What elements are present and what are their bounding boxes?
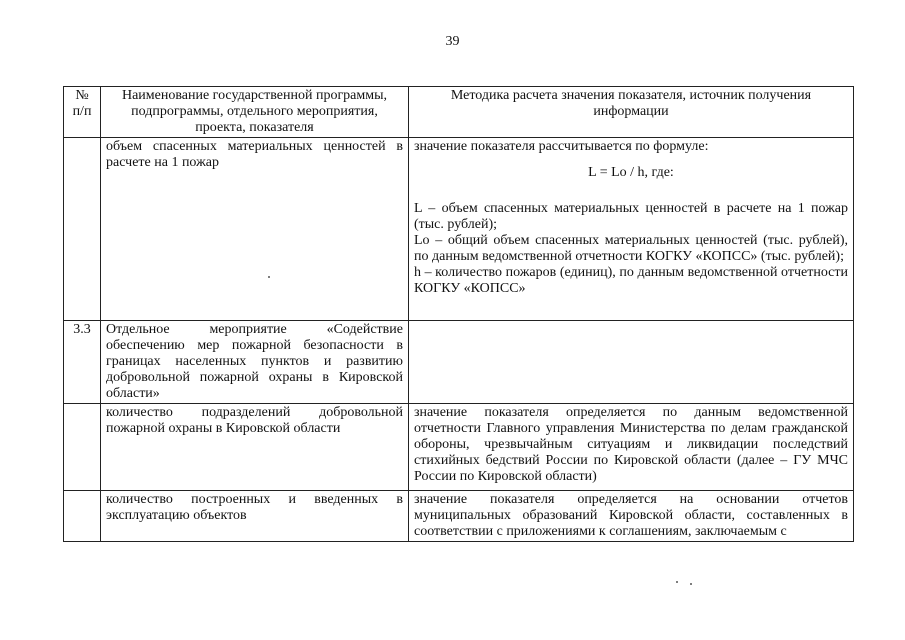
row-number (64, 491, 101, 542)
table-header-row (64, 87, 854, 138)
header-name: Наименование государственной программы, подпрограммы, отдельного мероприятия, проекта, показателя (101, 87, 409, 138)
header-method: Методика расчета значения показателя, источник получения информации (409, 87, 854, 138)
table-row (64, 321, 854, 404)
indicator-table (63, 86, 854, 542)
row-indicator-name: количество подразделений добровольной пожарной охраны в Кировской области (101, 404, 409, 491)
definition-L: L – объем спасенных материальных ценностей в расчете на 1 пожар (тыс. рублей); (414, 201, 848, 232)
definition-h: h – количество пожаров (единиц), по данным ведомственной отчетности КОГКУ «КОПСС» (414, 265, 848, 296)
table-row (64, 491, 854, 542)
definition-Lo: Lo – общий объем спасенных материальных ценностей (тыс. рублей), по данным ведомственной отчетности КОГКУ «КОПСС» (тыс. рублей); (414, 233, 848, 264)
method-intro: значение показателя рассчитывается по формуле: (414, 139, 709, 154)
row-method (409, 321, 854, 404)
scan-speck (676, 581, 678, 583)
formula: L = Lo / h, где: (588, 165, 674, 180)
row-number: 3.3 (64, 321, 101, 404)
row-number (64, 138, 101, 321)
header-num: № п/п (64, 87, 101, 138)
page-number: 39 (445, 34, 460, 49)
row-number (64, 404, 101, 491)
row-indicator-name: количество построенных и введенных в эксплуатацию объектов (101, 491, 409, 542)
row-indicator-name: объем спасенных материальных ценностей в расчете на 1 пожар (101, 138, 409, 321)
table-row (64, 138, 854, 321)
scan-speck (268, 276, 270, 278)
row-method: значение показателя определяется на основании отчетов муниципальных образований Кировской области, составленных в соответствии с приложениями к соглашениям, заключаемым с (409, 491, 854, 542)
row-indicator-name: Отдельное мероприятие «Содействие обеспечению мер пожарной безопасности в границах населенных пунктов и развитию добровольной пожарной охраны в Кировской области» (101, 321, 409, 404)
row-method (409, 138, 854, 321)
table-row (64, 404, 854, 491)
scan-speck (690, 583, 692, 585)
row-method: значение показателя определяется по данным ведомственной отчетности Главного управления Министерства по делам гражданской обороны, чрезвычайным ситуациям и ликвидации последствий стихийных бедствий России по Кировской области (далее – ГУ МЧС России по Кировской области) (409, 404, 854, 491)
